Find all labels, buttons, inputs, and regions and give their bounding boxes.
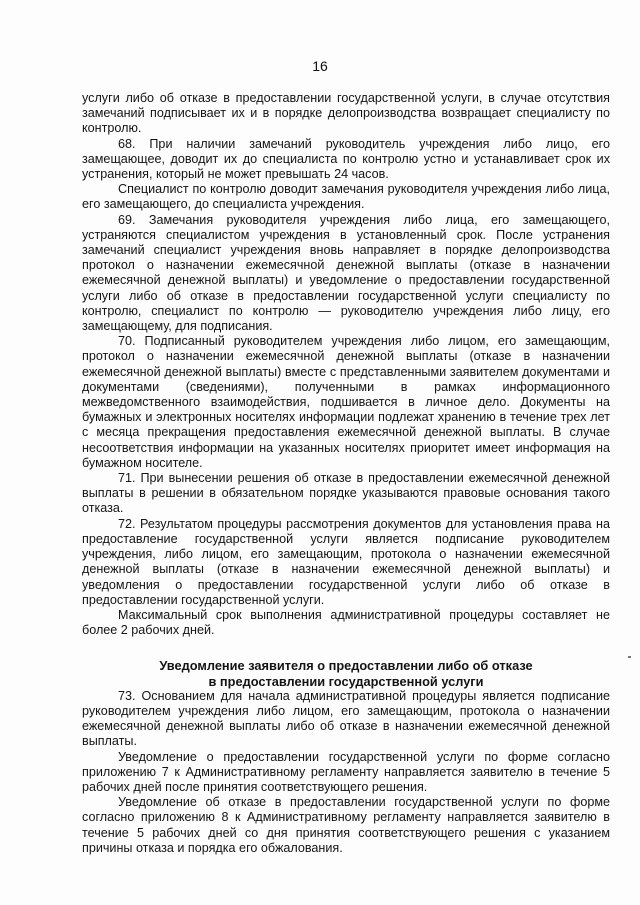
paragraph-70: 70. Подписанный руководителем учреждения либо лицом, его замещающим, протокол о назначении ежемесячной денежной выплаты (отказе в назначении ежемесячной денежной выплаты) вместе с представленными заявителем документами и документами (сведениями), полученными в рамках информационного межведомственного взаимодействия, подшивается в личное дело. Документы на бумажных и электронных носителях информации подлежат хранению в течение трех лет с месяца прекращения предоставления ежемесячной денежной выплаты. В случае несоответствия информации на указанных носителях приоритет имеет информация на бумажном носителе. — [82, 334, 610, 470]
paragraph-68: 68. При наличии замечаний руководитель учреждения либо лицо, его замещающее, доводит их до специалиста по контролю устно и устанавливает срок их устранения, который не может превышать 24 часов. — [82, 136, 610, 182]
section-heading-line-1: Уведомление заявителя о предоставлении либо об отказе — [159, 658, 533, 674]
paragraph-72: 72. Результатом процедуры рассмотрения документов для установления права на предоставление государственной услуги является подписание руководителем учреждения, либо лицом, его замещающим, протокола о назначении ежемесячной денежной выплаты (отказе в назначении ежемесячной денежной выплаты) и уведомления о предоставлении государственной услуги либо об отказе в предоставлении государственной услуги. — [82, 516, 610, 607]
page-number: 16 — [312, 58, 328, 74]
paragraph-69: 69. Замечания руководителя учреждения либо лица, его замещающего, устраняются специалистом учреждения в установленный срок. После устранения замечаний специалист учреждения вновь направляет в порядке делопроизводства протокол о назначении ежемесячной денежной выплаты (отказе в назначении ежемесячной денежной выплаты) и уведомление о предоставлении государственной услуги либо об отказе в предоставлении государственной услуги специалисту по контролю, специалист по контролю — руководителю учреждения либо лицу, его замещающему, для подписания. — [82, 212, 610, 334]
scan-speck — [628, 656, 631, 658]
document-body — [82, 91, 610, 856]
paragraph-71: 71. При вынесении решения об отказе в предоставлении ежемесячной денежной выплаты в решении в обязательном порядке указываются правовые основания такого отказа. — [82, 471, 610, 516]
section-heading — [82, 658, 610, 688]
paragraph-73: 73. Основанием для начала административной процедуры является подписание руководителем учреждения либо лицом, его замещающим, протокола о назначении ежемесячной денежной выплаты либо об отказе в назначении ежемесячной денежной выплаты. — [82, 688, 610, 749]
paragraph-72-max-term: Максимальный срок выполнения административной процедуры составляет не более 2 рабочих дней. — [82, 607, 610, 638]
paragraph-68-note: Специалист по контролю доводит замечания руководителя учреждения либо лица, его замещающего, до специалиста учреждения. — [82, 182, 610, 212]
paragraph-73-notice-refusal: Уведомление об отказе в предоставлении государственной услуги по форме согласно приложению 8 к Административному регламенту направляется заявителю в течение 5 рабочих дней со дня принятия соответствующего решения с указанием причины отказа и порядка его обжалования. — [82, 795, 610, 855]
paragraph-continuation: услуги либо об отказе в предоставлении государственной услуги, в случае отсутствия замечаний подписывает их и в порядке делопроизводства возвращает специалисту по контролю. — [82, 91, 610, 136]
section-heading-line-2: в предоставлении государственной услуги — [208, 673, 484, 689]
paragraph-73-notice-grant: Уведомление о предоставлении государственной услуги по форме согласно приложению 7 к Административному регламенту направляется заявителю в течение 5 рабочих дней после принятия соответствующего решения. — [82, 749, 610, 794]
